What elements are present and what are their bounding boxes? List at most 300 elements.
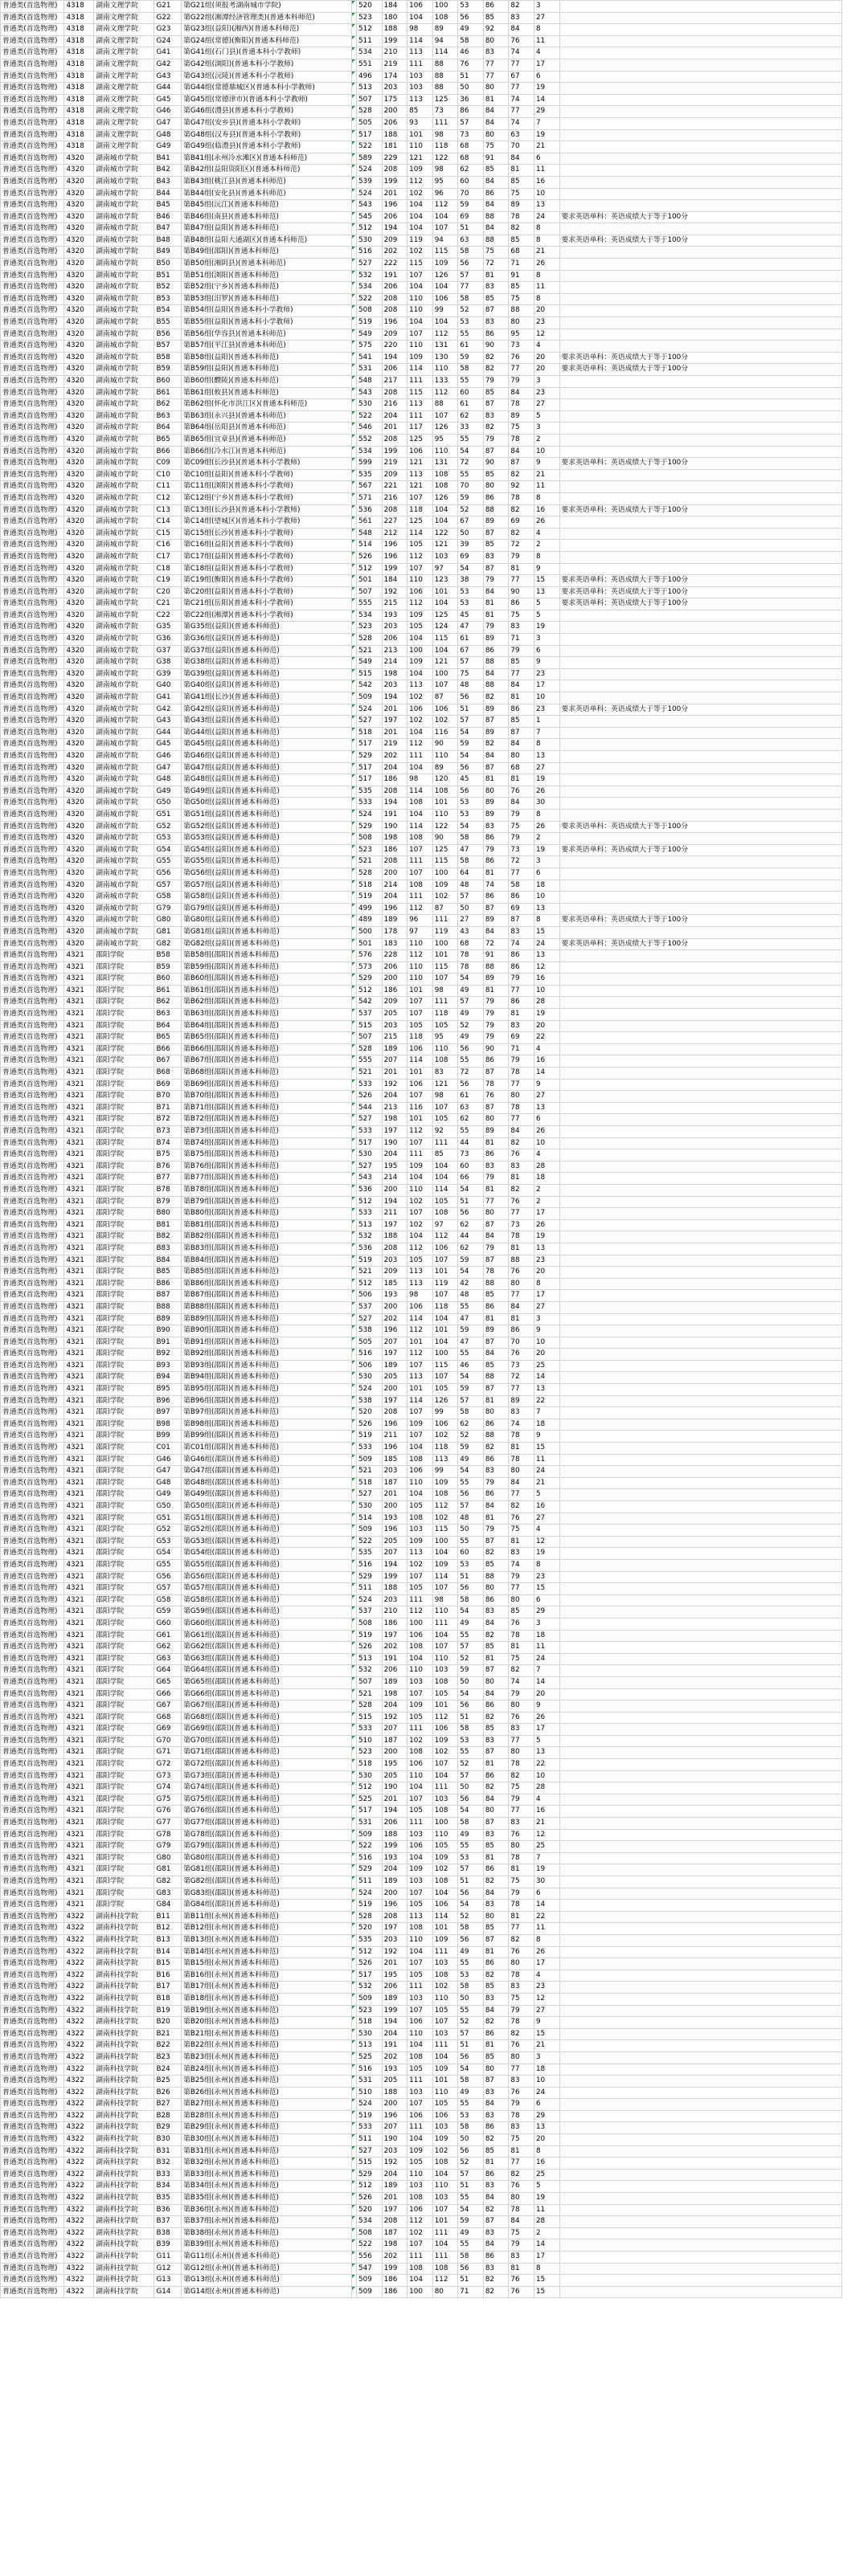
first-subject-cell: 50 [458,1525,484,1537]
chinese-score-cell: 204 [382,1149,407,1161]
school-code-cell: 4321 [64,1841,94,1853]
first-subject-cell: 58 [458,1407,484,1419]
table-row [1,938,842,950]
second-subject-cell-b: 86 [509,892,534,904]
second-subject-cell-a: 79 [483,844,509,856]
english-score-cell: 73 [432,106,458,118]
school-code-cell: 4320 [64,786,94,798]
second-subject-cell-b: 85 [509,716,534,728]
math-score-cell: 121 [407,481,433,493]
cell-marker-icon [351,2017,356,2029]
category-cell: 普通类(首选物理) [1,1888,64,1900]
school-name-cell: 邵阳学院 [94,961,154,974]
english-score-cell: 104 [432,317,458,329]
chinese-score-cell: 228 [382,950,407,962]
note-cell [559,282,841,294]
school-code-cell: 4320 [64,880,94,892]
english-score-cell: 109 [432,1559,458,1571]
second-subject-cell-b: 81 [509,1642,534,1654]
rank-cell: 13 [534,1384,559,1396]
group-name-cell: 第C15组(长沙)(普通本科小学教师) [182,528,352,540]
second-subject-cell-a: 79 [483,622,509,634]
math-score-cell: 101 [407,129,433,141]
first-subject-cell: 54 [458,1372,484,1384]
school-name-cell: 湖南城市学院 [94,704,154,716]
category-cell: 普通类(首选物理) [1,259,64,271]
group-code-cell: B53 [154,293,182,305]
first-subject-cell: 51 [458,1876,484,1888]
rank-cell: 1 [534,716,559,728]
table-row [1,961,842,974]
chinese-score-cell: 206 [382,282,407,294]
rank-cell: 14 [534,2239,559,2251]
english-score-cell: 103 [432,2122,458,2134]
rank-cell: 21 [534,469,559,481]
school-code-cell: 4318 [64,24,94,36]
rank-cell: 9 [534,1431,559,1443]
second-subject-cell-a: 85 [483,1559,509,1571]
table-row [1,1618,842,1630]
second-subject-cell-a: 88 [483,1571,509,1583]
math-score-cell: 113 [407,1911,433,1923]
cell-marker-icon [351,786,356,798]
rank-cell: 8 [534,270,559,282]
math-score-cell: 107 [407,1431,433,1443]
rank-cell: 28 [534,1161,559,1173]
second-subject-cell-b: 77 [509,1489,534,1501]
school-code-cell: 4321 [64,1219,94,1231]
category-cell: 普通类(首选物理) [1,892,64,904]
chinese-score-cell: 194 [382,2017,407,2029]
group-name-cell: 第G82组(益阳)(普通本科师范) [182,938,352,950]
table-row [1,1513,842,1525]
second-subject-cell-b: 82 [509,1665,534,1677]
note-cell [559,809,841,821]
min-score-cell: 527 [357,1114,383,1126]
min-score-cell: 499 [357,903,383,915]
second-subject-cell-a: 88 [483,680,509,692]
rank-cell: 11 [534,1923,559,1935]
first-subject-cell: 53 [458,1852,484,1864]
rank-cell: 15 [534,2286,559,2298]
group-name-cell: 第B96组(邵阳)(普通本科师范) [182,1395,352,1407]
rank-cell: 18 [534,880,559,892]
math-score-cell: 104 [407,200,433,212]
min-score-cell: 542 [357,680,383,692]
group-name-cell: 第B30组(永州)(普通本科师范) [182,2134,352,2146]
cell-marker-icon [351,1630,356,1642]
second-subject-cell-a: 89 [483,798,509,810]
group-name-cell: 第B23组(永州)(普通本科师范) [182,2051,352,2064]
group-code-cell: B26 [154,2087,182,2099]
school-name-cell: 湖南科技学院 [94,2017,154,2029]
group-code-cell: G62 [154,1642,182,1654]
english-score-cell: 119 [432,1278,458,1290]
table-row [1,2263,842,2275]
cell-marker-icon [351,1173,356,1185]
table-row [1,270,842,282]
second-subject-cell-b: 76 [509,1513,534,1525]
cell-marker-icon [351,1782,356,1794]
category-cell: 普通类(首选物理) [1,270,64,282]
note-cell [559,2064,841,2076]
rank-cell: 15 [534,575,559,587]
group-name-cell: 第B91组(邵阳)(普通本科师范) [182,1337,352,1349]
second-subject-cell-b: 86 [509,961,534,974]
group-name-cell: 第B80组(邵阳)(普通本科师范) [182,1208,352,1220]
second-subject-cell-b: 78 [509,399,534,411]
cell-marker-icon [351,1313,356,1325]
school-code-cell: 4321 [64,1712,94,1724]
note-cell [559,622,841,634]
category-cell: 普通类(首选物理) [1,2193,64,2205]
category-cell: 普通类(首选物理) [1,1360,64,1372]
cell-marker-icon [351,1032,356,1044]
second-subject-cell-a: 84 [483,2239,509,2251]
first-subject-cell: 46 [458,47,484,59]
group-code-cell: G51 [154,1513,182,1525]
math-score-cell: 114 [407,1395,433,1407]
category-cell: 普通类(首选物理) [1,739,64,751]
math-score-cell: 106 [407,1079,433,1091]
category-cell: 普通类(首选物理) [1,1477,64,1489]
second-subject-cell-a: 84 [483,2005,509,2017]
table-row [1,1043,842,1055]
group-code-cell: G44 [154,727,182,739]
category-cell: 普通类(首选物理) [1,71,64,83]
note-cell [559,1653,841,1665]
first-subject-cell: 48 [458,880,484,892]
note-cell [559,1349,841,1361]
group-code-cell: B95 [154,1384,182,1396]
min-score-cell: 534 [357,610,383,622]
second-subject-cell-a: 86 [483,1454,509,1466]
school-code-cell: 4321 [64,974,94,986]
note-cell [559,1055,841,1068]
table-row [1,1583,842,1595]
category-cell: 普通类(首选物理) [1,352,64,364]
group-name-cell: 第B41组(永州冷水滩区)(普通本科师范) [182,153,352,165]
english-score-cell: 110 [432,1043,458,1055]
second-subject-cell-a: 85 [483,1360,509,1372]
math-score-cell: 106 [407,1759,433,1771]
chinese-score-cell: 199 [382,2263,407,2275]
school-name-cell: 邵阳学院 [94,1770,154,1782]
english-score-cell: 97 [432,1219,458,1231]
rank-cell: 16 [534,974,559,986]
group-code-cell: B37 [154,2216,182,2228]
table-row [1,903,842,915]
table-row [1,1536,842,1548]
min-score-cell: 526 [357,1419,383,1431]
first-subject-cell: 58 [458,2251,484,2264]
chinese-score-cell: 201 [382,423,407,435]
note-cell [559,1501,841,1513]
table-body [1,1,842,2298]
table-row [1,1395,842,1407]
category-cell: 普通类(首选物理) [1,2017,64,2029]
second-subject-cell-b: 69 [509,1032,534,1044]
cell-marker-icon [351,739,356,751]
second-subject-cell-b: 75 [509,2227,534,2239]
second-subject-cell-b: 75 [509,610,534,622]
group-name-cell: 第G50组(邵阳)(普通本科师范) [182,1501,352,1513]
second-subject-cell-b: 76 [509,1267,534,1279]
second-subject-cell-a: 87 [483,1747,509,1759]
table-row [1,1161,842,1173]
first-subject-cell: 58 [458,1982,484,1994]
chinese-score-cell: 202 [382,2051,407,2064]
note-cell [559,610,841,622]
english-score-cell: 105 [432,1196,458,1208]
rank-cell: 9 [534,1079,559,1091]
cell-marker-icon [351,1583,356,1595]
first-subject-cell: 52 [458,1431,484,1443]
group-name-cell: 第B81组(邵阳)(普通本科师范) [182,1219,352,1231]
first-subject-cell: 73 [458,129,484,141]
min-score-cell: 516 [357,247,383,259]
first-subject-cell: 59 [458,352,484,364]
cell-marker-icon [351,2051,356,2064]
school-code-cell: 4321 [64,1126,94,1138]
school-code-cell: 4321 [64,1372,94,1384]
english-score-cell: 103 [432,1794,458,1806]
second-subject-cell-a: 83 [483,1829,509,1841]
first-subject-cell: 27 [458,915,484,927]
second-subject-cell-a: 86 [483,2251,509,2264]
school-name-cell: 湖南科技学院 [94,2251,154,2264]
category-cell: 普通类(首选物理) [1,1161,64,1173]
table-row [1,1759,842,1771]
rank-cell: 3 [534,634,559,646]
rank-cell: 21 [534,1477,559,1489]
category-cell: 普通类(首选物理) [1,1349,64,1361]
school-code-cell: 4321 [64,1653,94,1665]
group-code-cell: G13 [154,2275,182,2287]
cell-marker-icon [351,117,356,129]
category-cell: 普通类(首选物理) [1,1876,64,1888]
min-score-cell: 534 [357,446,383,458]
category-cell: 普通类(首选物理) [1,1536,64,1548]
school-code-cell: 4318 [64,12,94,24]
rank-cell: 17 [534,59,559,71]
school-code-cell: 4320 [64,211,94,223]
rank-cell: 10 [534,1770,559,1782]
school-name-cell: 湖南科技学院 [94,1958,154,1970]
group-code-cell: G14 [154,2286,182,2298]
group-code-cell: B47 [154,223,182,235]
math-score-cell: 102 [407,2227,433,2239]
second-subject-cell-a: 80 [483,1583,509,1595]
chinese-score-cell: 185 [382,1454,407,1466]
math-score-cell: 111 [407,856,433,868]
second-subject-cell-a: 82 [483,2286,509,2298]
category-cell: 普通类(首选物理) [1,1559,64,1571]
first-subject-cell: 55 [458,2099,484,2111]
second-subject-cell-a: 84 [483,1231,509,1243]
first-subject-cell: 57 [458,117,484,129]
group-name-cell: 第B82组(邵阳)(普通本科师范) [182,1231,352,1243]
chinese-score-cell: 206 [382,1982,407,1994]
rank-cell: 4 [534,1043,559,1055]
math-score-cell: 98 [407,774,433,786]
school-code-cell: 4321 [64,1079,94,1091]
school-name-cell: 湖南科技学院 [94,2134,154,2146]
chinese-score-cell: 194 [382,1196,407,1208]
rank-cell: 16 [534,1055,559,1068]
rank-cell: 6 [534,868,559,880]
english-score-cell: 112 [432,1231,458,1243]
table-row [1,1712,842,1724]
note-cell [559,223,841,235]
english-score-cell: 112 [432,1501,458,1513]
note-cell [559,645,841,657]
chinese-score-cell: 205 [382,1770,407,1782]
chinese-score-cell: 187 [382,1735,407,1747]
note-cell [559,1079,841,1091]
group-code-cell: B55 [154,317,182,329]
math-score-cell: 104 [407,1443,433,1455]
category-cell: 普通类(首选物理) [1,1630,64,1642]
table-row [1,1055,842,1068]
table-row [1,259,842,271]
school-code-cell: 4321 [64,985,94,997]
group-code-cell: B60 [154,376,182,388]
rank-cell: 22 [534,1759,559,1771]
group-code-cell: G23 [154,24,182,36]
chinese-score-cell: 215 [382,1032,407,1044]
cell-marker-icon [351,762,356,774]
rank-cell: 22 [534,1032,559,1044]
english-score-cell: 111 [432,1782,458,1794]
second-subject-cell-b: 92 [509,481,534,493]
cell-marker-icon [351,352,356,364]
cell-marker-icon [351,1384,356,1396]
cell-marker-icon [351,153,356,165]
english-score-cell: 105 [432,2099,458,2111]
category-cell: 普通类(首选物理) [1,856,64,868]
cell-marker-icon [351,997,356,1009]
english-score-cell: 108 [432,469,458,481]
group-code-cell: B68 [154,1068,182,1080]
group-code-cell: G50 [154,798,182,810]
second-subject-cell-b: 83 [509,1020,534,1032]
min-score-cell: 511 [357,35,383,47]
chinese-score-cell: 201 [382,727,407,739]
second-subject-cell-b: 75 [509,1876,534,1888]
first-subject-cell: 47 [458,1337,484,1349]
min-score-cell: 529 [357,751,383,763]
math-score-cell: 104 [407,809,433,821]
school-name-cell: 湖南城市学院 [94,575,154,587]
second-subject-cell-b: 77 [509,83,534,95]
table-row [1,1325,842,1337]
first-subject-cell: 49 [458,24,484,36]
chinese-score-cell: 187 [382,2227,407,2239]
second-subject-cell-b: 78 [509,434,534,446]
table-row [1,2286,842,2298]
second-subject-cell-a: 84 [483,223,509,235]
school-code-cell: 4321 [64,1407,94,1419]
english-score-cell: 102 [432,1864,458,1876]
second-subject-cell-b: 84 [509,798,534,810]
second-subject-cell-a: 77 [483,59,509,71]
english-score-cell: 110 [432,1993,458,2005]
school-code-cell: 4322 [64,1993,94,2005]
first-subject-cell: 51 [458,2275,484,2287]
group-code-cell: B98 [154,1419,182,1431]
school-name-cell: 湖南科技学院 [94,2040,154,2052]
school-name-cell: 湖南文理学院 [94,24,154,36]
second-subject-cell-a: 81 [483,1513,509,1525]
group-name-cell: 第G48组(邵阳)(普通本科师范) [182,1477,352,1489]
cell-marker-icon [351,1301,356,1313]
chinese-score-cell: 193 [382,1290,407,1302]
math-score-cell: 112 [407,1349,433,1361]
school-name-cell: 湖南城市学院 [94,657,154,669]
english-score-cell: 83 [432,1068,458,1080]
school-code-cell: 4321 [64,1571,94,1583]
math-score-cell: 111 [407,2076,433,2088]
english-score-cell: 115 [432,961,458,974]
table-row [1,985,842,997]
table-row [1,2251,842,2264]
table-row [1,1630,842,1642]
rank-cell: 29 [534,106,559,118]
category-cell: 普通类(首选物理) [1,751,64,763]
table-row [1,2227,842,2239]
first-subject-cell: 52 [458,1020,484,1032]
group-name-cell: 第G79组(益阳)(普通本科师范) [182,903,352,915]
min-score-cell: 512 [357,2181,383,2193]
group-name-cell: 第G75组(邵阳)(普通本科师范) [182,1794,352,1806]
min-score-cell: 524 [357,2099,383,2111]
rank-cell: 19 [534,1231,559,1243]
math-score-cell: 114 [407,528,433,540]
group-name-cell: 第C21组(岳阳)(普通本科小学教师) [182,598,352,610]
note-cell [559,293,841,305]
min-score-cell: 509 [357,692,383,704]
rank-cell: 3 [534,423,559,435]
english-score-cell: 107 [432,1102,458,1114]
category-cell: 普通类(首选物理) [1,1055,64,1068]
second-subject-cell-b: 75 [509,293,534,305]
second-subject-cell-a: 81 [483,610,509,622]
group-name-cell: 第C11组(浏阳)(普通本科小学教师) [182,481,352,493]
english-score-cell: 104 [432,282,458,294]
chinese-score-cell: 196 [382,2110,407,2122]
school-code-cell: 4321 [64,1267,94,1279]
group-name-cell: 第G46组(益阳)(普通本科师范) [182,751,352,763]
second-subject-cell-a: 87 [483,2216,509,2228]
rank-cell: 21 [534,1818,559,1830]
chinese-score-cell: 175 [382,94,407,106]
rank-cell: 13 [534,200,559,212]
second-subject-cell-a: 82 [483,1970,509,1982]
math-score-cell: 104 [407,1946,433,1958]
school-code-cell: 4321 [64,1888,94,1900]
math-score-cell: 112 [407,1606,433,1619]
school-name-cell: 邵阳学院 [94,1782,154,1794]
english-score-cell: 107 [432,1759,458,1771]
english-score-cell: 98 [432,985,458,997]
second-subject-cell-a: 86 [483,2122,509,2134]
rank-cell: 27 [534,399,559,411]
category-cell: 普通类(首选物理) [1,469,64,481]
school-name-cell: 湖南城市学院 [94,211,154,223]
math-score-cell: 109 [407,657,433,669]
table-row [1,1724,842,1736]
